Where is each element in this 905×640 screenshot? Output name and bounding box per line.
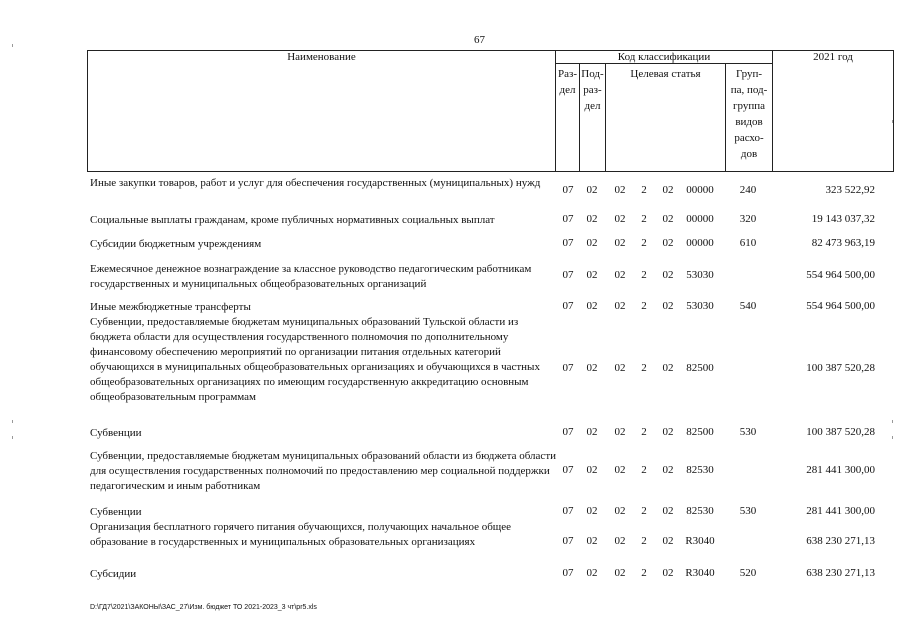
row-target-1: 02 [614, 184, 626, 196]
row-podrazdel: 02 [586, 567, 598, 579]
row-target-3: 02 [662, 505, 674, 517]
row-name: Субвенции [90, 506, 142, 518]
row-target-3: 02 [662, 567, 674, 579]
row-target-4: 00000 [686, 184, 714, 196]
row-target-1: 02 [614, 362, 626, 374]
header-target-article: Целевая статья [630, 68, 701, 80]
header-year: 2021 год [813, 51, 853, 63]
row-group: 320 [739, 213, 757, 225]
row-amount: 100 387 520,28 [806, 426, 875, 438]
scan-mark [892, 420, 893, 423]
row-target-1: 02 [614, 505, 626, 517]
row-target-3: 02 [662, 184, 674, 196]
scan-mark [892, 436, 893, 439]
row-podrazdel: 02 [586, 184, 598, 196]
scan-mark [892, 120, 893, 123]
scan-mark [12, 420, 13, 423]
scan-mark [12, 436, 13, 439]
row-amount: 323 522,92 [825, 184, 875, 196]
row-amount: 100 387 520,28 [806, 362, 875, 374]
row-target-3: 02 [662, 300, 674, 312]
row-podrazdel: 02 [586, 213, 598, 225]
row-target-1: 02 [614, 535, 626, 547]
header-podrazdel: Под- раз- дел [581, 68, 604, 112]
row-target-2: 2 [641, 505, 647, 517]
page-number: 67 [474, 34, 485, 46]
row-group: 540 [739, 300, 757, 312]
row-amount: 638 230 271,13 [806, 567, 875, 579]
row-target-3: 02 [662, 535, 674, 547]
row-name: Организация бесплатного горячего питания обучающихся, получающих начальное общее образование в государственных и муниципальных образовательных организациях [90, 521, 512, 548]
row-group: 610 [739, 237, 757, 249]
row-name: Субсидии [90, 568, 137, 580]
row-razdel: 07 [562, 535, 574, 547]
row-group: 240 [739, 184, 757, 196]
row-podrazdel: 02 [586, 426, 598, 438]
row-target-4: R3040 [685, 535, 715, 547]
row-podrazdel: 02 [586, 464, 598, 476]
row-razdel: 07 [562, 426, 574, 438]
row-target-2: 2 [641, 567, 647, 579]
row-name: Субвенции [90, 427, 142, 439]
row-name: Социальные выплаты гражданам, кроме публичных нормативных социальных выплат [90, 214, 495, 226]
scan-mark [12, 44, 13, 47]
row-amount: 19 143 037,32 [811, 213, 875, 225]
row-name: Ежемесячное денежное вознаграждение за классное руководство педагогическим работникам государственных и муниципальных общеобразовательных организаций [90, 263, 532, 290]
footer-file-path: D:\ГД7\2021\ЗАКОНЫ\ЗАС_27\Изм. бюджет ТО 2021-2023_3 чт\pr5.xls [90, 604, 317, 611]
header-razdel: Раз- дел [557, 68, 577, 96]
row-razdel: 07 [562, 300, 574, 312]
row-razdel: 07 [562, 237, 574, 249]
row-name: Иные закупки товаров, работ и услуг для обеспечения государственных (муниципальных) нужд [90, 177, 541, 189]
row-group: 530 [739, 505, 757, 517]
row-target-1: 02 [614, 464, 626, 476]
row-target-4: 00000 [686, 237, 714, 249]
row-razdel: 07 [562, 184, 574, 196]
row-group: 530 [739, 426, 757, 438]
row-amount: 554 964 500,00 [806, 269, 875, 281]
header-group: Груп- па, под- группа видов расхо- дов [730, 68, 768, 160]
row-target-2: 2 [641, 464, 647, 476]
row-target-2: 2 [641, 269, 647, 281]
row-target-1: 02 [614, 426, 626, 438]
row-target-2: 2 [641, 535, 647, 547]
row-target-4: 53030 [686, 300, 714, 312]
row-target-2: 2 [641, 426, 647, 438]
row-name: Субвенции, предоставляемые бюджетам муниципальных образований области из бюджета области для осуществления государственных полномочий по предоставлению мер социальной поддержки педагогическим и иным работникам [90, 450, 557, 492]
row-podrazdel: 02 [586, 505, 598, 517]
row-amount: 638 230 271,13 [806, 535, 875, 547]
row-target-4: 82530 [686, 505, 714, 517]
row-target-4: 82500 [686, 426, 714, 438]
row-razdel: 07 [562, 362, 574, 374]
row-target-4: 82500 [686, 362, 714, 374]
row-target-4: R3040 [685, 567, 715, 579]
row-podrazdel: 02 [586, 300, 598, 312]
header-classification: Код классификации [617, 51, 711, 63]
row-target-1: 02 [614, 237, 626, 249]
row-target-1: 02 [614, 269, 626, 281]
header-year-cell [772, 50, 894, 172]
row-target-3: 02 [662, 269, 674, 281]
row-razdel: 07 [562, 213, 574, 225]
row-amount: 281 441 300,00 [806, 464, 875, 476]
row-target-2: 2 [641, 300, 647, 312]
row-group: 520 [739, 567, 757, 579]
row-amount: 281 441 300,00 [806, 505, 875, 517]
row-target-2: 2 [641, 362, 647, 374]
row-target-3: 02 [662, 213, 674, 225]
row-podrazdel: 02 [586, 535, 598, 547]
row-razdel: 07 [562, 464, 574, 476]
row-target-4: 00000 [686, 213, 714, 225]
row-name: Субсидии бюджетным учреждениям [90, 238, 262, 250]
row-target-3: 02 [662, 426, 674, 438]
row-podrazdel: 02 [586, 269, 598, 281]
row-target-2: 2 [641, 184, 647, 196]
row-target-2: 2 [641, 213, 647, 225]
row-razdel: 07 [562, 269, 574, 281]
row-amount: 554 964 500,00 [806, 300, 875, 312]
row-target-4: 82530 [686, 464, 714, 476]
row-target-2: 2 [641, 237, 647, 249]
row-target-1: 02 [614, 300, 626, 312]
header-name: Наименование [287, 51, 356, 63]
row-target-3: 02 [662, 237, 674, 249]
header-name-cell [87, 50, 556, 172]
row-podrazdel: 02 [586, 237, 598, 249]
row-target-4: 53030 [686, 269, 714, 281]
row-target-3: 02 [662, 464, 674, 476]
row-name: Субвенции, предоставляемые бюджетам муниципальных образований Тульской области из бюджета области для осуществления государственного полномочия по дополнительному финансовому обеспечению мероприятий по организации питания отдельных категорий обучающихся в муниципальных общеобразовательных организациях и обучающихся в частных общеобразовательных организациях по имеющим государственную аккредитацию основным общеобразовательным программам [90, 316, 540, 403]
row-razdel: 07 [562, 505, 574, 517]
row-name: Иные межбюджетные трансферты [90, 301, 251, 313]
row-target-1: 02 [614, 567, 626, 579]
row-podrazdel: 02 [586, 362, 598, 374]
row-target-3: 02 [662, 362, 674, 374]
row-target-1: 02 [614, 213, 626, 225]
row-amount: 82 473 963,19 [811, 237, 875, 249]
row-razdel: 07 [562, 567, 574, 579]
